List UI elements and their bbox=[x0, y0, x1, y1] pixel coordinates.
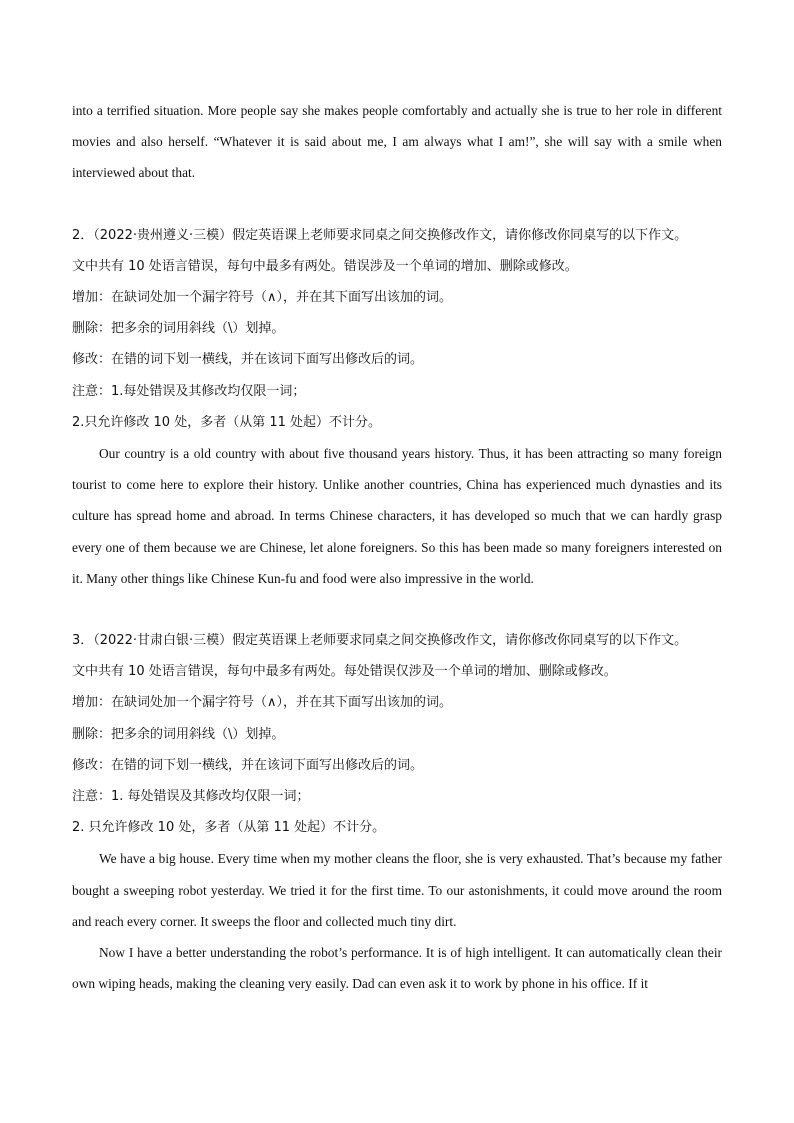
question-3-add-rule: 增加：在缺词处加一个漏字符号（∧），并在其下面写出该加的词。 bbox=[72, 695, 453, 711]
question-3-note-2: 2. 只允许修改 10 处，多者（从第 11 处起）不计分。 bbox=[72, 820, 386, 836]
question-2-modify-rule: 修改：在错的词下划一横线，并在该词下面写出修改后的词。 bbox=[72, 352, 424, 368]
question-3 bbox=[72, 625, 722, 999]
question-2-note-1: 注意：1.每处错误及其修改均仅限一词； bbox=[72, 383, 306, 399]
question-2-delete-rule: 删除：把多余的词用斜线（\）划掉。 bbox=[72, 321, 285, 337]
question-3-note-1: 注意：1. 每处错误及其修改均仅限一词； bbox=[72, 789, 310, 805]
question-3-header: 3．（2022·甘肃白银·三模）假定英语课上老师要求同桌之间交换修改作文，请你修改你同桌写的以下作文。 bbox=[72, 633, 688, 649]
question-2-header: 2．（2022·贵州遵义·三模）假定英语课上老师要求同桌之间交换修改作文，请你修改你同桌写的以下作文。 bbox=[72, 227, 688, 243]
question-2-instruction: 文中共有 10 处语言错误，每句中最多有两处。错误涉及一个单词的增加、删除或修改。 bbox=[72, 258, 578, 274]
question-2 bbox=[72, 220, 722, 594]
question-3-passage-paragraph-1: We have a big house. Every time when my mother cleans the floor, she is very exhausted. That’s because my father bought a sweeping robot yesterday. We tried it for the first time. To our astonishments, it could move around the room and reach every corner. It sweeps the floor and collected much tiny dirt. bbox=[72, 851, 722, 929]
question-2-note-2: 2.只允许修改 10 处，多者（从第 11 处起）不计分。 bbox=[72, 414, 382, 430]
document-page bbox=[72, 95, 722, 999]
spacer bbox=[72, 594, 722, 625]
question-3-modify-rule: 修改：在错的词下划一横线，并在该词下面写出修改后的词。 bbox=[72, 757, 424, 773]
question-3-passage-paragraph-2: Now I have a better understanding the robot’s performance. It is of high intelligent. It can automatically clean their own wiping heads, making the cleaning very easily. Dad can even ask it to work by phone in his office. If it bbox=[72, 945, 722, 992]
previous-passage-continuation: into a terrified situation. More people say she makes people comfortably and actually she is true to her role in different movies and also herself. “Whatever it is said about me, I am always what I am!”, she will say with a smile when interviewed about that. bbox=[72, 103, 722, 181]
question-3-instruction: 文中共有 10 处语言错误，每句中最多有两处。每处错误仅涉及一个单词的增加、删除或修改。 bbox=[72, 664, 617, 680]
question-2-add-rule: 增加：在缺词处加一个漏字符号（∧），并在其下面写出该加的词。 bbox=[72, 290, 453, 306]
question-3-delete-rule: 删除：把多余的词用斜线（\）划掉。 bbox=[72, 726, 285, 742]
spacer bbox=[72, 189, 722, 220]
question-2-passage: Our country is a old country with about five thousand years history. Thus, it has been attracting so many foreign tourist to come here to explore their history. Unlike another countries, China has experienced much dynasties and its culture has spread home and abroad. In terms Chinese characters, it has developed so much that we can hardly grasp every one of them because we are Chinese, let alone foreigners. So this has been made so many foreigners interested on it. Many other things like Chinese Kun-fu and food were also impressive in the world. bbox=[72, 446, 722, 586]
